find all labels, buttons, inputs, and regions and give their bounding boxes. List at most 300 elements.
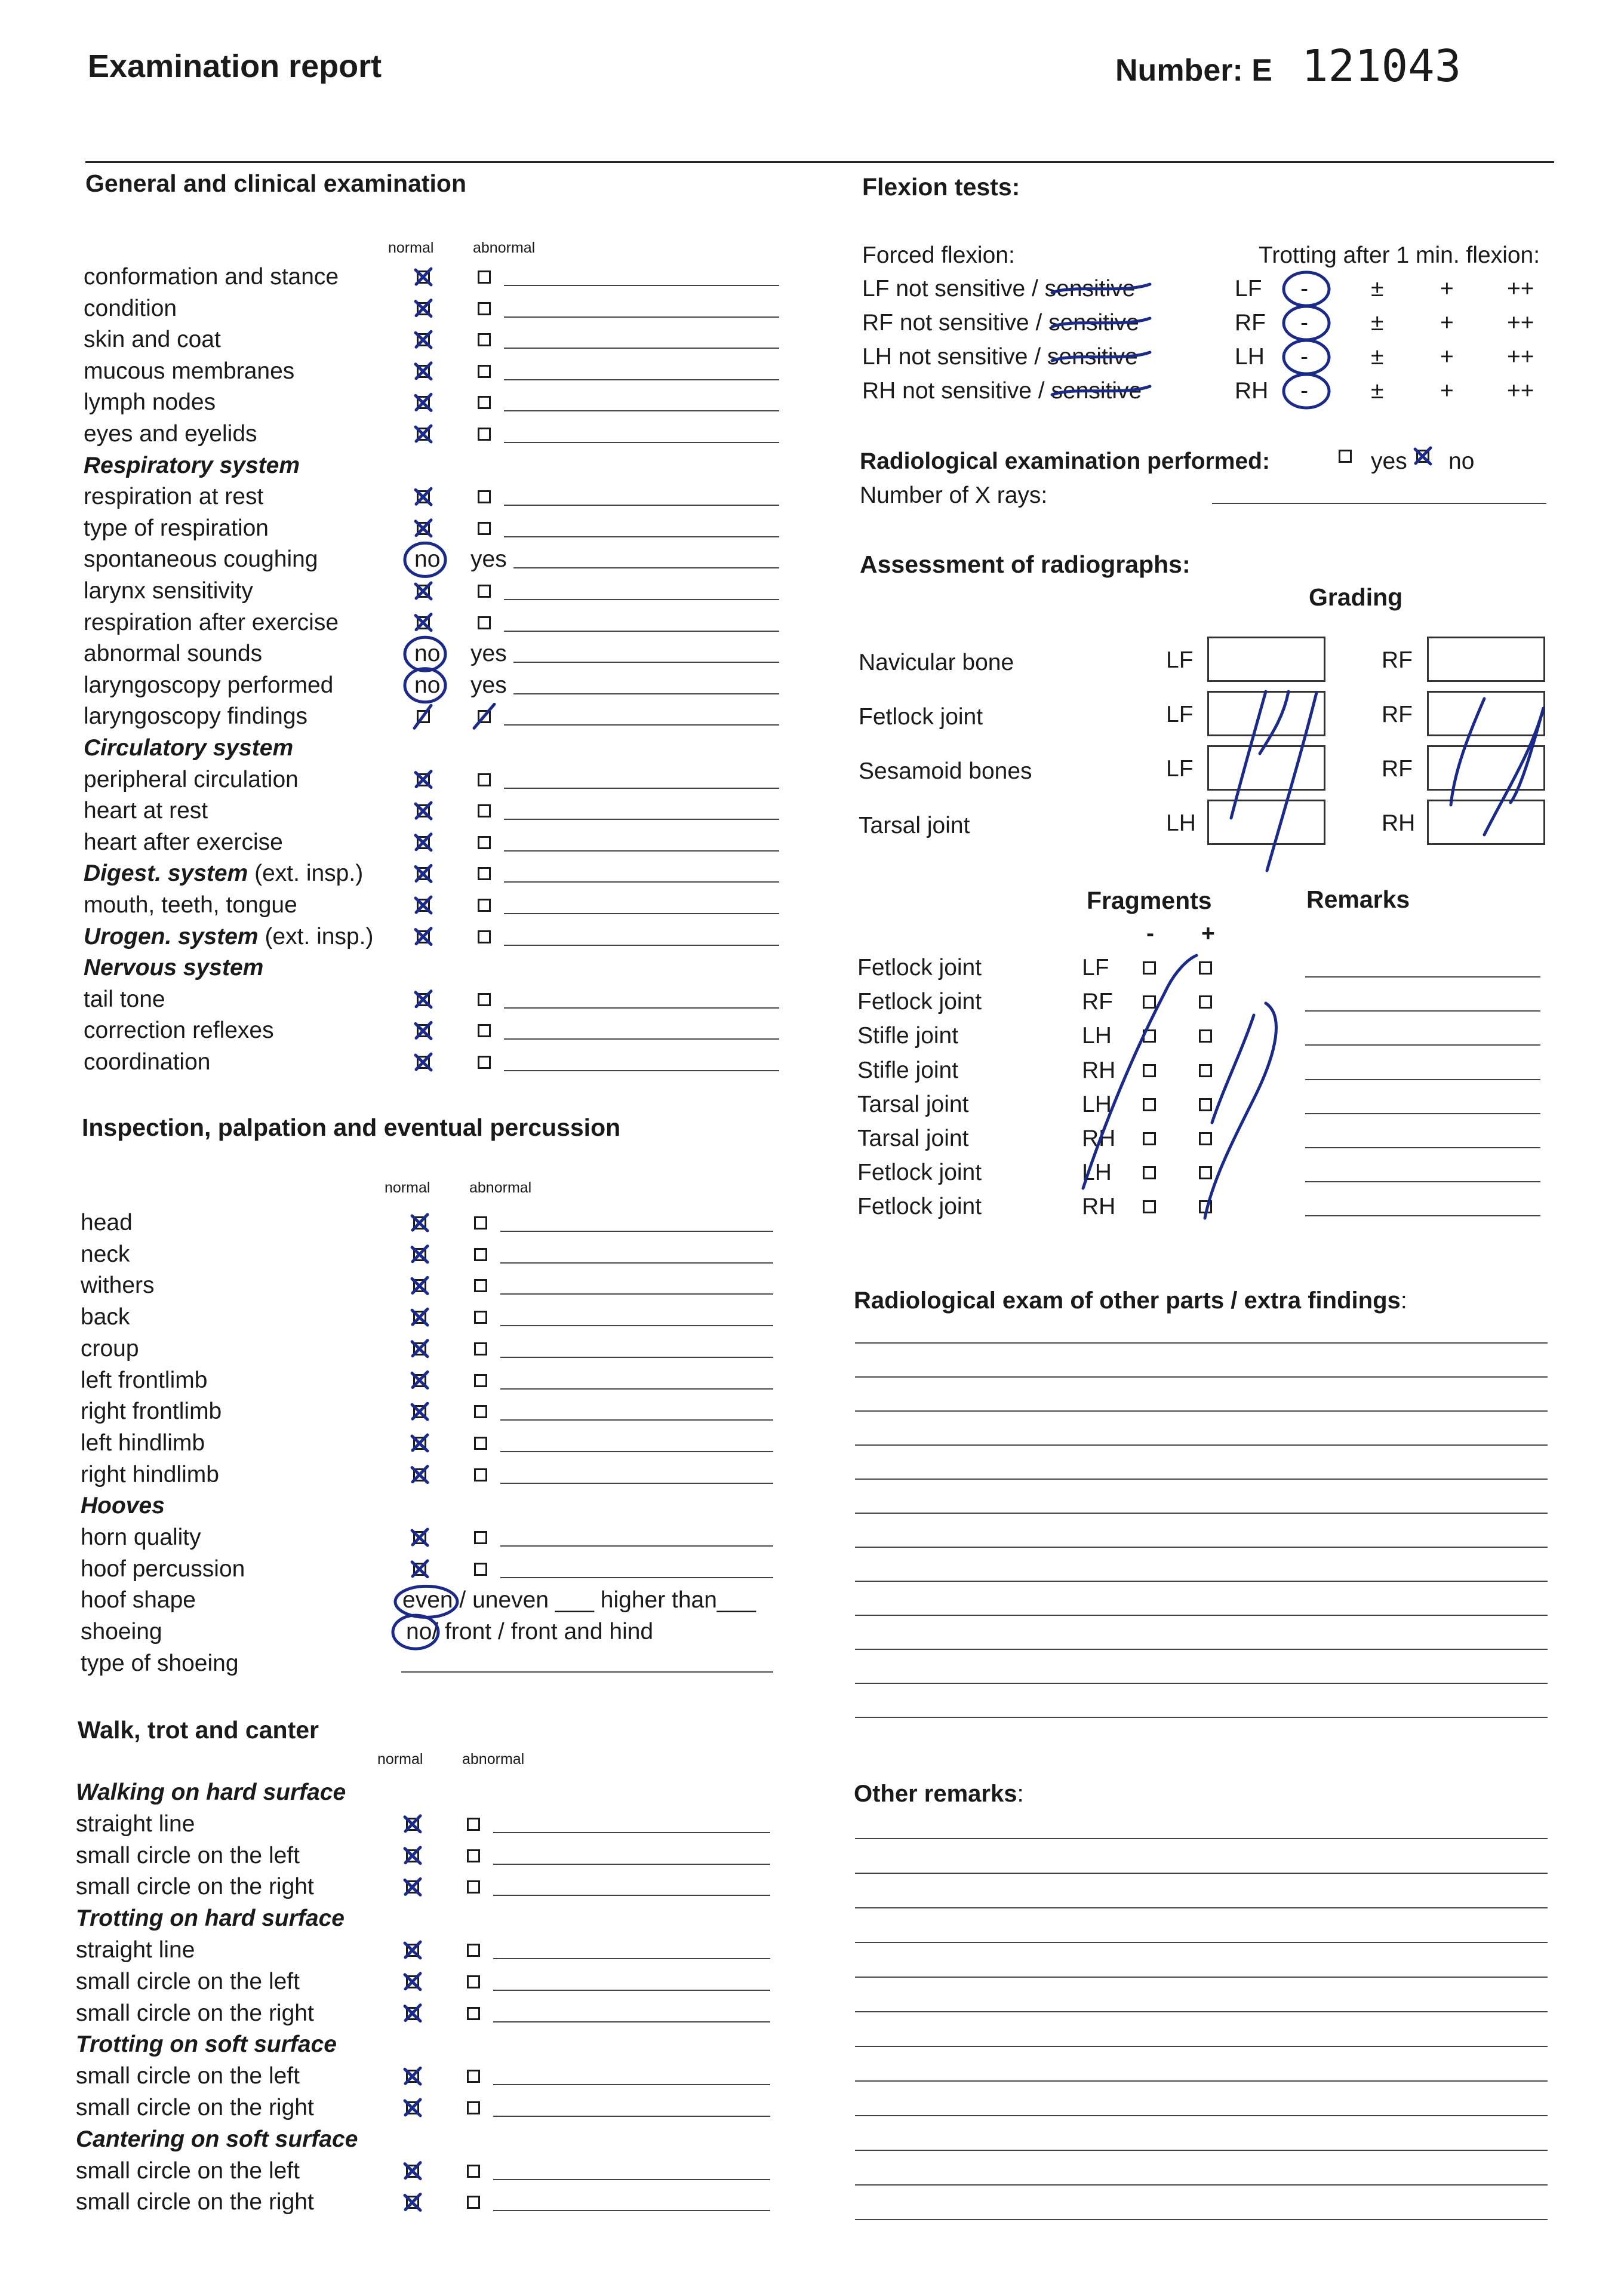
abnormal-notes-field[interactable] [500,1545,773,1547]
normal-checkbox[interactable] [417,365,430,378]
abnormal-notes-field[interactable] [504,285,779,286]
normal-checkbox[interactable] [417,428,430,441]
trot-grade-option[interactable]: ± [1371,344,1384,370]
other-remarks-line[interactable] [855,2184,1548,2186]
normal-checkbox[interactable] [417,710,430,723]
assessment-title: Assessment of radiographs: [860,551,1191,578]
trot-grade-option[interactable]: ++ [1507,310,1534,336]
abnormal-checkbox[interactable] [478,867,491,880]
other-remarks-line[interactable] [855,1942,1548,1943]
grading-box-right[interactable] [1427,800,1545,845]
flexion-leg-label: LF [1235,276,1262,302]
fragment-remarks-field[interactable] [1305,1215,1540,1216]
abnormal-notes-field[interactable] [504,379,779,380]
normal-checkbox[interactable] [406,1880,419,1894]
inspection-normal-header: normal [385,1179,430,1196]
abnormal-notes-field[interactable] [513,662,779,663]
normal-checkbox[interactable] [413,1468,426,1481]
fragment-joint-label: Stifle joint [857,1057,959,1083]
row-label: lymph nodes [84,389,216,416]
abnormal-checkbox[interactable] [478,271,491,284]
other-parts-line[interactable] [855,1547,1548,1548]
normal-checkbox[interactable] [406,1818,419,1831]
row-label: back [81,1304,130,1330]
radiograph-region-label: Navicular bone [859,650,1014,675]
not-sensitive-option[interactable]: RF not sensitive / [862,310,1049,336]
row-label: horn quality [81,1524,201,1550]
abnormal-checkbox[interactable] [474,1342,487,1355]
normal-checkbox[interactable] [417,271,430,284]
abnormal-checkbox[interactable] [478,804,491,817]
other-remarks-line[interactable] [855,1873,1548,1874]
other-parts-line[interactable] [855,1444,1548,1446]
shoeing-no-option[interactable]: no [406,1619,432,1645]
radiological-no-checkbox[interactable] [1416,450,1429,463]
abnormal-checkbox[interactable] [467,2070,480,2083]
normal-checkbox[interactable] [413,1405,426,1418]
trot-grade-option[interactable]: + [1440,344,1454,370]
no-option[interactable]: no [414,641,441,667]
normal-checkbox[interactable] [406,1975,419,1988]
abnormal-notes-field[interactable] [504,819,779,820]
row-label: eyes and eyelids [84,421,257,447]
abnormal-checkbox[interactable] [474,1437,487,1450]
sensitive-option-struck[interactable]: sensitive [1048,310,1139,336]
gait-normal-header: normal [377,1751,423,1768]
fragments-plus-header: + [1201,921,1215,946]
abnormal-notes-field[interactable] [504,1007,779,1009]
fragment-minus-checkbox[interactable] [1143,1132,1156,1145]
abnormal-checkbox[interactable] [474,1531,487,1544]
other-remarks-line[interactable] [855,2150,1548,2151]
abnormal-notes-field[interactable] [513,567,779,568]
trot-grade-option[interactable]: + [1440,276,1454,302]
fragment-plus-checkbox[interactable] [1199,995,1212,1009]
trot-grade-option[interactable]: ++ [1507,344,1534,370]
abnormal-notes-field[interactable] [493,1958,770,1959]
leg-label-right: RF [1382,756,1413,782]
xrays-count-field[interactable] [1212,503,1546,504]
normal-checkbox[interactable] [406,1849,419,1862]
row-label [84,862,363,885]
row-label: tail tone [84,986,165,1012]
normal-checkbox[interactable] [417,930,430,943]
normal-checkbox[interactable] [417,993,430,1006]
yes-option[interactable]: yes [470,546,507,573]
fragment-minus-checkbox[interactable] [1143,1029,1156,1043]
abnormal-notes-field[interactable] [493,2021,770,2022]
row-label: laryngoscopy findings [84,703,308,730]
abnormal-notes-field[interactable] [504,850,779,852]
normal-checkbox[interactable] [413,1531,426,1544]
fragment-plus-checkbox[interactable] [1199,1064,1212,1077]
row-label: heart at rest [84,798,208,824]
grading-box-right[interactable] [1427,637,1545,682]
fragment-plus-checkbox[interactable] [1199,1029,1212,1043]
fragment-plus-checkbox[interactable] [1199,1132,1212,1145]
normal-checkbox[interactable] [413,1563,426,1576]
grading-box-left[interactable] [1207,691,1325,736]
flexion-row-text[interactable] [862,277,1135,300]
row-label: type of respiration [84,515,269,541]
normal-checkbox[interactable] [413,1248,426,1261]
abnormal-notes-field[interactable] [500,1577,773,1578]
trot-grade-option[interactable]: - [1300,378,1308,404]
abnormal-checkbox[interactable] [478,836,491,849]
trot-grade-option[interactable]: + [1440,310,1454,336]
abnormal-checkbox[interactable] [478,773,491,786]
fragment-minus-checkbox[interactable] [1143,1166,1156,1179]
abnormal-checkbox[interactable] [474,1216,487,1230]
row-label: type of shoeing [81,1650,239,1676]
abnormal-checkbox[interactable] [478,993,491,1006]
other-remarks-line[interactable] [855,2115,1548,2116]
fragment-remarks-field[interactable] [1305,1181,1540,1182]
abnormal-notes-field[interactable] [493,2116,770,2117]
other-parts-line[interactable] [855,1717,1548,1718]
other-parts-line[interactable] [855,1513,1548,1514]
hoof-shape-options[interactable] [402,1588,756,1612]
normal-checkbox[interactable] [413,1216,426,1230]
other-remarks-line[interactable] [855,2011,1548,2012]
fragment-joint-label: Fetlock joint [857,955,982,980]
abnormal-notes-field[interactable] [504,536,779,537]
other-remarks-line[interactable] [855,2046,1548,2047]
radiograph-region-label: Fetlock joint [859,704,983,730]
row-label: small circle on the right [76,2095,314,2120]
other-parts-line[interactable] [855,1615,1548,1616]
abnormal-notes-field[interactable] [504,442,779,443]
normal-checkbox[interactable] [417,333,430,346]
normal-checkbox[interactable] [417,522,430,535]
normal-checkbox[interactable] [417,804,430,817]
other-remarks-colon: : [1017,1781,1024,1807]
abnormal-checkbox[interactable] [478,428,491,441]
abnormal-checkbox[interactable] [478,616,491,629]
normal-checkbox[interactable] [406,2101,419,2114]
fragment-minus-checkbox[interactable] [1143,1200,1156,1213]
flexion-title: Flexion tests: [862,173,1020,201]
row-label: croup [81,1335,139,1361]
abnormal-notes-field[interactable] [500,1357,773,1358]
page-title: Examination report [88,48,382,84]
other-parts-line[interactable] [855,1683,1548,1684]
other-parts-colon: : [1400,1287,1407,1314]
trot-grade-option[interactable]: ± [1371,378,1384,404]
radiological-yes-checkbox[interactable] [1339,450,1352,463]
category-heading: Trotting on hard surface [76,1905,345,1932]
sensitive-option-struck[interactable]: sensitive [1044,276,1136,302]
fragment-plus-checkbox[interactable] [1199,961,1212,975]
fragment-remarks-field[interactable] [1305,976,1540,978]
row-label: small circle on the left [76,2063,300,2089]
system-suffix: (ext. insp.) [258,923,374,949]
fragment-plus-checkbox[interactable] [1199,1098,1212,1111]
grading-box-right[interactable] [1427,691,1545,736]
abnormal-checkbox[interactable] [478,930,491,943]
other-parts-line[interactable] [855,1410,1548,1412]
normal-checkbox[interactable] [406,2007,419,2020]
abnormal-notes-field[interactable] [504,724,779,726]
other-parts-line[interactable] [855,1649,1548,1650]
fragment-minus-checkbox[interactable] [1143,1064,1156,1077]
row-label: right hindlimb [81,1461,219,1487]
row-label: shoeing [81,1619,162,1645]
other-remarks-line[interactable] [855,1977,1548,1978]
grading-box-left[interactable] [1207,800,1325,845]
normal-checkbox[interactable] [417,616,430,629]
abnormal-notes-field[interactable] [500,1293,773,1295]
abnormal-checkbox[interactable] [474,1311,487,1324]
abnormal-notes-field[interactable] [504,788,779,789]
other-remarks-line[interactable] [855,2219,1548,2220]
abnormal-checkbox[interactable] [478,522,491,535]
row-label: heart after exercise [84,829,283,855]
inspection-section-title: Inspection, palpation and eventual percussion [82,1114,621,1141]
abnormal-checkbox[interactable] [474,1279,487,1292]
leg-label-left: LH [1166,810,1196,836]
row-label: mucous membranes [84,358,295,384]
abnormal-checkbox[interactable] [467,1818,480,1831]
abnormal-notes-field[interactable] [493,2084,770,2085]
flexion-leg-label: RH [1235,378,1269,404]
abnormal-notes-field[interactable] [500,1419,773,1421]
abnormal-checkbox[interactable] [474,1563,487,1576]
shoeing-options[interactable] [406,1620,653,1643]
abnormal-notes-field[interactable] [500,1388,773,1390]
normal-checkbox[interactable] [406,2196,419,2209]
abnormal-notes-field[interactable] [500,1325,773,1326]
abnormal-notes-field[interactable] [504,945,779,946]
yes-option[interactable]: yes [470,672,507,698]
inspection-abnormal-header: abnormal [469,1179,532,1196]
other-parts-line[interactable] [855,1581,1548,1582]
fragment-leg-label: LH [1082,1160,1112,1186]
other-parts-title-text: Radiological exam of other parts / extra findings [854,1287,1401,1314]
abnormal-notes-field[interactable] [504,348,779,349]
normal-checkbox[interactable] [417,773,430,786]
abnormal-checkbox[interactable] [467,2101,480,2114]
abnormal-notes-field[interactable] [493,2179,770,2180]
row-label: straight line [76,1937,195,1963]
normal-checkbox[interactable] [417,490,430,503]
abnormal-notes-field[interactable] [493,1895,770,1896]
other-remarks-title-text: Other remarks [854,1781,1017,1807]
yes-option[interactable]: yes [470,641,507,667]
system-name: Digest. system [84,860,248,887]
fragment-leg-label: RF [1082,989,1113,1015]
fragment-plus-checkbox[interactable] [1199,1166,1212,1179]
row-label: small circle on the left [76,2157,300,2184]
fragment-joint-label: Tarsal joint [857,1126,969,1151]
abnormal-notes-field[interactable] [500,1483,773,1484]
other-remarks-title [854,1782,1024,1806]
row-label: small circle on the right [76,2000,314,2026]
abnormal-checkbox[interactable] [474,1248,487,1261]
leg-label-left: LF [1166,702,1194,727]
abnormal-notes-field[interactable] [493,2210,770,2211]
normal-checkbox[interactable] [417,899,430,912]
normal-checkbox[interactable] [417,302,430,315]
normal-checkbox[interactable] [413,1437,426,1450]
trot-grade-option[interactable]: ++ [1507,276,1534,302]
fragment-joint-label: Fetlock joint [857,1194,982,1220]
grading-box-left[interactable] [1207,637,1325,682]
fragment-leg-label: RH [1082,1194,1116,1220]
other-remarks-line[interactable] [855,1838,1548,1839]
abnormal-checkbox[interactable] [467,2165,480,2178]
abnormal-checkbox[interactable] [478,396,491,409]
flexion-row-text[interactable] [862,379,1142,402]
normal-checkbox[interactable] [413,1279,426,1292]
fragment-minus-checkbox[interactable] [1143,1098,1156,1111]
other-parts-line[interactable] [855,1342,1548,1344]
abnormal-notes-field[interactable] [504,1070,779,1071]
sensitive-option-struck[interactable]: sensitive [1051,378,1142,404]
fragment-plus-checkbox[interactable] [1199,1200,1212,1213]
row-label: small circle on the right [76,2189,314,2215]
fragment-remarks-field[interactable] [1305,1113,1540,1114]
other-remarks-line[interactable] [855,1907,1548,1908]
abnormal-notes-field[interactable] [504,599,779,600]
normal-checkbox[interactable] [406,2070,419,2083]
radiological-no-label: no [1448,448,1475,474]
no-option[interactable]: no [414,672,441,698]
row-label: right frontlimb [81,1398,222,1425]
abnormal-checkbox[interactable] [467,1944,480,1957]
fragment-remarks-field[interactable] [1305,1147,1540,1148]
abnormal-notes-field[interactable] [500,1262,773,1264]
trotting-after-flexion-label: Trotting after 1 min. flexion: [1259,242,1540,268]
flexion-leg-label: LH [1235,344,1265,370]
abnormal-notes-field[interactable] [513,693,779,694]
trot-grade-option[interactable]: + [1440,378,1454,404]
abnormal-notes-field[interactable] [504,410,779,411]
abnormal-notes-field[interactable] [493,1864,770,1865]
fragment-remarks-field[interactable] [1305,1079,1540,1080]
no-option[interactable]: no [414,546,441,573]
sensitive-option-struck[interactable]: sensitive [1047,344,1138,370]
abnormal-checkbox[interactable] [467,1975,480,1988]
trot-grade-option[interactable]: - [1300,276,1308,302]
fragment-minus-checkbox[interactable] [1143,995,1156,1009]
abnormal-notes-field[interactable] [504,1038,779,1040]
not-sensitive-option[interactable]: LH not sensitive / [862,344,1047,370]
report-number-label: Number: E [1115,53,1272,88]
row-label: peripheral circulation [84,766,299,792]
normal-checkbox[interactable] [417,1056,430,1069]
row-label: respiration at rest [84,484,264,510]
trot-grade-option[interactable]: ++ [1507,378,1534,404]
normal-checkbox[interactable] [417,867,430,880]
abnormal-notes-field[interactable] [504,631,779,632]
grading-box-right[interactable] [1427,745,1545,791]
grading-box-left[interactable] [1207,745,1325,791]
fragment-leg-label: RH [1082,1057,1116,1083]
other-parts-line[interactable] [855,1376,1548,1378]
trot-grade-option[interactable]: - [1300,310,1308,336]
fragment-leg-label: LF [1082,955,1109,980]
abnormal-checkbox[interactable] [467,1880,480,1894]
abnormal-checkbox[interactable] [478,333,491,346]
abnormal-checkbox[interactable] [478,1024,491,1037]
abnormal-checkbox[interactable] [478,490,491,503]
normal-checkbox[interactable] [413,1342,426,1355]
normal-checkbox[interactable] [417,1024,430,1037]
trot-grade-option[interactable]: - [1300,344,1308,370]
abnormal-checkbox[interactable] [474,1468,487,1481]
abnormal-notes-field[interactable] [504,881,779,883]
row-label: hoof shape [81,1587,196,1613]
leg-label-right: RF [1382,702,1413,727]
fragment-minus-checkbox[interactable] [1143,961,1156,975]
trot-grade-option[interactable]: ± [1371,276,1384,302]
not-sensitive-option[interactable]: RH not sensitive / [862,378,1051,404]
abnormal-checkbox[interactable] [478,710,491,723]
category-heading: Nervous system [84,955,264,981]
fragment-remarks-field[interactable] [1305,1044,1540,1046]
abnormal-checkbox[interactable] [467,2196,480,2209]
fragment-leg-label: RH [1082,1126,1116,1151]
hoof-even-option[interactable]: even [402,1587,453,1613]
abnormal-checkbox[interactable] [478,302,491,315]
normal-checkbox[interactable] [413,1374,426,1387]
fragment-joint-label: Fetlock joint [857,989,982,1015]
hoof-other-options[interactable]: / uneven ___ higher than___ [453,1587,756,1613]
abnormal-checkbox[interactable] [474,1374,487,1387]
flexion-row-text[interactable] [862,345,1138,368]
row-label: laryngoscopy performed [84,672,334,698]
abnormal-checkbox[interactable] [478,899,491,912]
abnormal-notes-field[interactable] [504,913,779,914]
normal-checkbox[interactable] [417,585,430,598]
other-remarks-line[interactable] [855,2080,1548,2082]
flexion-leg-label: RF [1235,310,1266,336]
trot-grade-option[interactable]: ± [1371,310,1384,336]
abnormal-notes-field[interactable] [493,1832,770,1833]
abnormal-notes-field[interactable] [500,1231,773,1232]
abnormal-notes-field[interactable] [504,505,779,506]
radiological-performed-label: Radiological examination performed: [860,448,1270,474]
not-sensitive-option[interactable]: LF not sensitive / [862,276,1045,302]
fragment-remarks-field[interactable] [1305,1010,1540,1012]
shoeing-type-field[interactable] [401,1671,773,1673]
normal-checkbox[interactable] [417,836,430,849]
abnormal-notes-field[interactable] [504,316,779,318]
general-abnormal-header: abnormal [473,239,536,256]
shoeing-other-options[interactable]: / front / front and hind [432,1619,654,1645]
other-parts-line[interactable] [855,1479,1548,1480]
row-label: correction reflexes [84,1018,274,1044]
xrays-count-label: Number of X rays: [860,482,1048,508]
row-label: straight line [76,1811,195,1837]
flexion-row-text[interactable] [862,311,1139,334]
abnormal-checkbox[interactable] [467,1849,480,1862]
abnormal-notes-field[interactable] [493,1990,770,1991]
abnormal-checkbox[interactable] [474,1405,487,1418]
gait-abnormal-header: abnormal [462,1751,525,1768]
normal-checkbox[interactable] [406,2165,419,2178]
abnormal-checkbox[interactable] [478,1056,491,1069]
normal-checkbox[interactable] [417,396,430,409]
abnormal-checkbox[interactable] [467,2007,480,2020]
abnormal-checkbox[interactable] [478,585,491,598]
abnormal-checkbox[interactable] [478,365,491,378]
normal-checkbox[interactable] [406,1944,419,1957]
abnormal-notes-field[interactable] [500,1451,773,1452]
row-label: skin and coat [84,327,221,353]
normal-checkbox[interactable] [413,1311,426,1324]
